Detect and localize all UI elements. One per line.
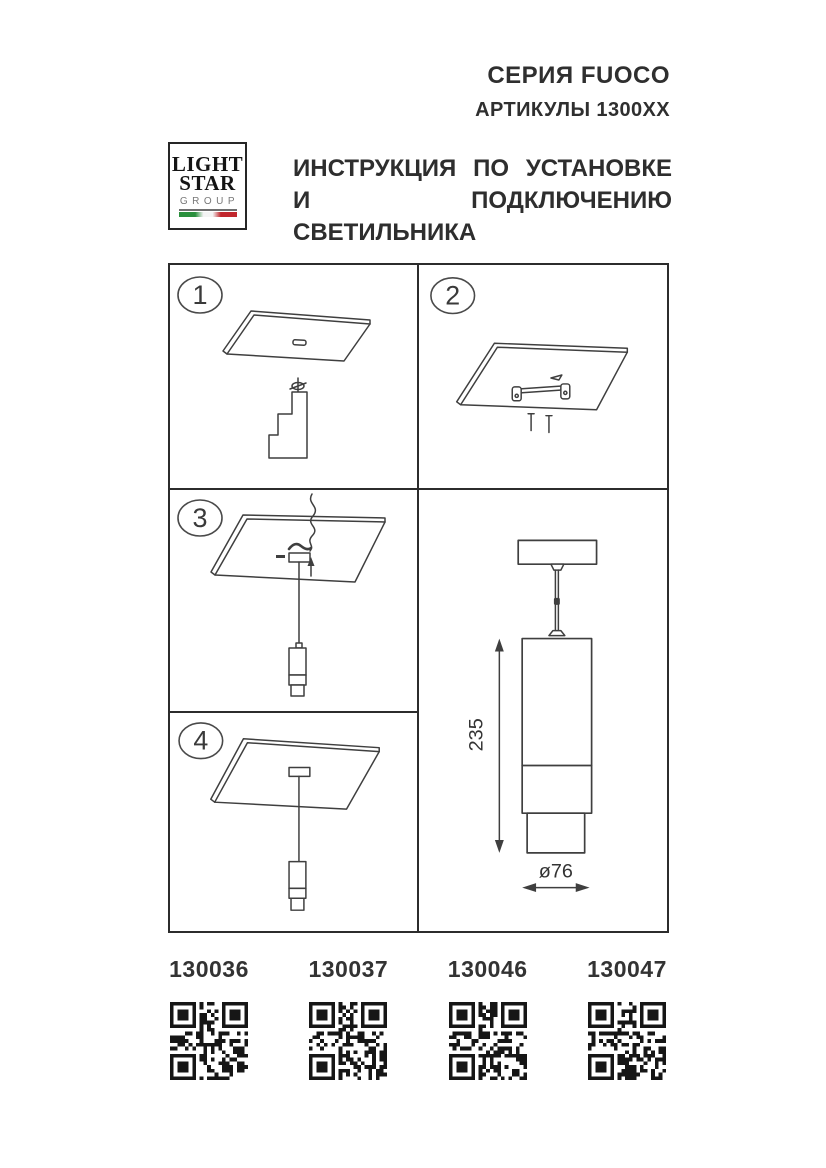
step-3-diagram (170, 490, 417, 711)
qr-code (170, 1002, 248, 1080)
cord-grip (289, 553, 310, 562)
logo-word-star: STAR (179, 171, 236, 195)
dimensions-panel (419, 490, 667, 931)
step-number-badge (179, 723, 223, 759)
diagram-grid (168, 263, 669, 933)
step-panel-1 (170, 265, 419, 490)
title-line-1: ИНСТРУКЦИЯ ПО УСТАНОВКЕ (293, 155, 672, 182)
anchor-hook-icon (290, 378, 306, 392)
step-number-badge (178, 277, 222, 313)
ceiling-plate (211, 515, 385, 582)
ceiling-plate (223, 311, 370, 361)
suspension-stem (549, 564, 565, 635)
header (475, 62, 670, 122)
lamp-dimension-drawing (419, 490, 667, 931)
canopy (518, 540, 596, 564)
logo-word-group: GROUP (179, 196, 240, 207)
screw (528, 414, 534, 431)
qr-code (449, 1002, 527, 1080)
ceiling-plate (457, 343, 628, 409)
series-title: СЕРИЯ FUOCO (487, 62, 670, 89)
diameter-label: ø76 (538, 860, 573, 883)
instruction-title (293, 153, 672, 249)
mounting-slot (293, 340, 306, 346)
product-item (584, 955, 670, 1085)
step-panel-4 (170, 713, 419, 931)
svg-text:1: 1 (192, 280, 208, 310)
product-code: 130046 (447, 956, 528, 982)
articles-subtitle: АРТИКУЛЫ 1300XX (475, 99, 670, 121)
step-2-diagram (419, 265, 667, 488)
diameter-dimension (522, 861, 589, 892)
qr-code (588, 1002, 666, 1080)
svg-text:2: 2 (445, 280, 461, 311)
lightstar-logo (168, 142, 247, 230)
italy-flag-bar (179, 212, 237, 217)
logo-divider (179, 209, 237, 211)
qr-code (309, 1002, 387, 1080)
step-panel-3 (170, 490, 419, 713)
step-1-diagram (170, 265, 417, 488)
product-code: 130036 (169, 956, 249, 982)
step-number-badge (431, 278, 475, 314)
svg-text:4: 4 (193, 725, 209, 756)
product-code: 130047 (587, 956, 667, 982)
height-dimension (465, 639, 503, 853)
canopy (289, 768, 310, 777)
step-4-diagram (170, 713, 417, 931)
product-code: 130037 (308, 956, 389, 982)
product-item (445, 955, 531, 1085)
product-item (166, 955, 252, 1085)
step-panel-2 (419, 265, 667, 490)
logo-word-light: LIGHT (171, 152, 244, 176)
pendant-lamp (289, 862, 306, 911)
pendant-lamp (289, 643, 306, 696)
title-line-2: И ПОДКЛЮЧЕНИЮ СВЕТИЛЬНИКА (293, 187, 672, 246)
pendant-lamp (522, 639, 591, 853)
screw (546, 416, 552, 433)
height-label: 235 (465, 718, 488, 752)
step-drill-template (269, 392, 307, 458)
lock-dash-icon (276, 555, 285, 558)
svg-text:3: 3 (192, 503, 208, 533)
step-number-badge (178, 500, 222, 536)
product-item (305, 955, 391, 1085)
product-qr-row (166, 955, 670, 1085)
